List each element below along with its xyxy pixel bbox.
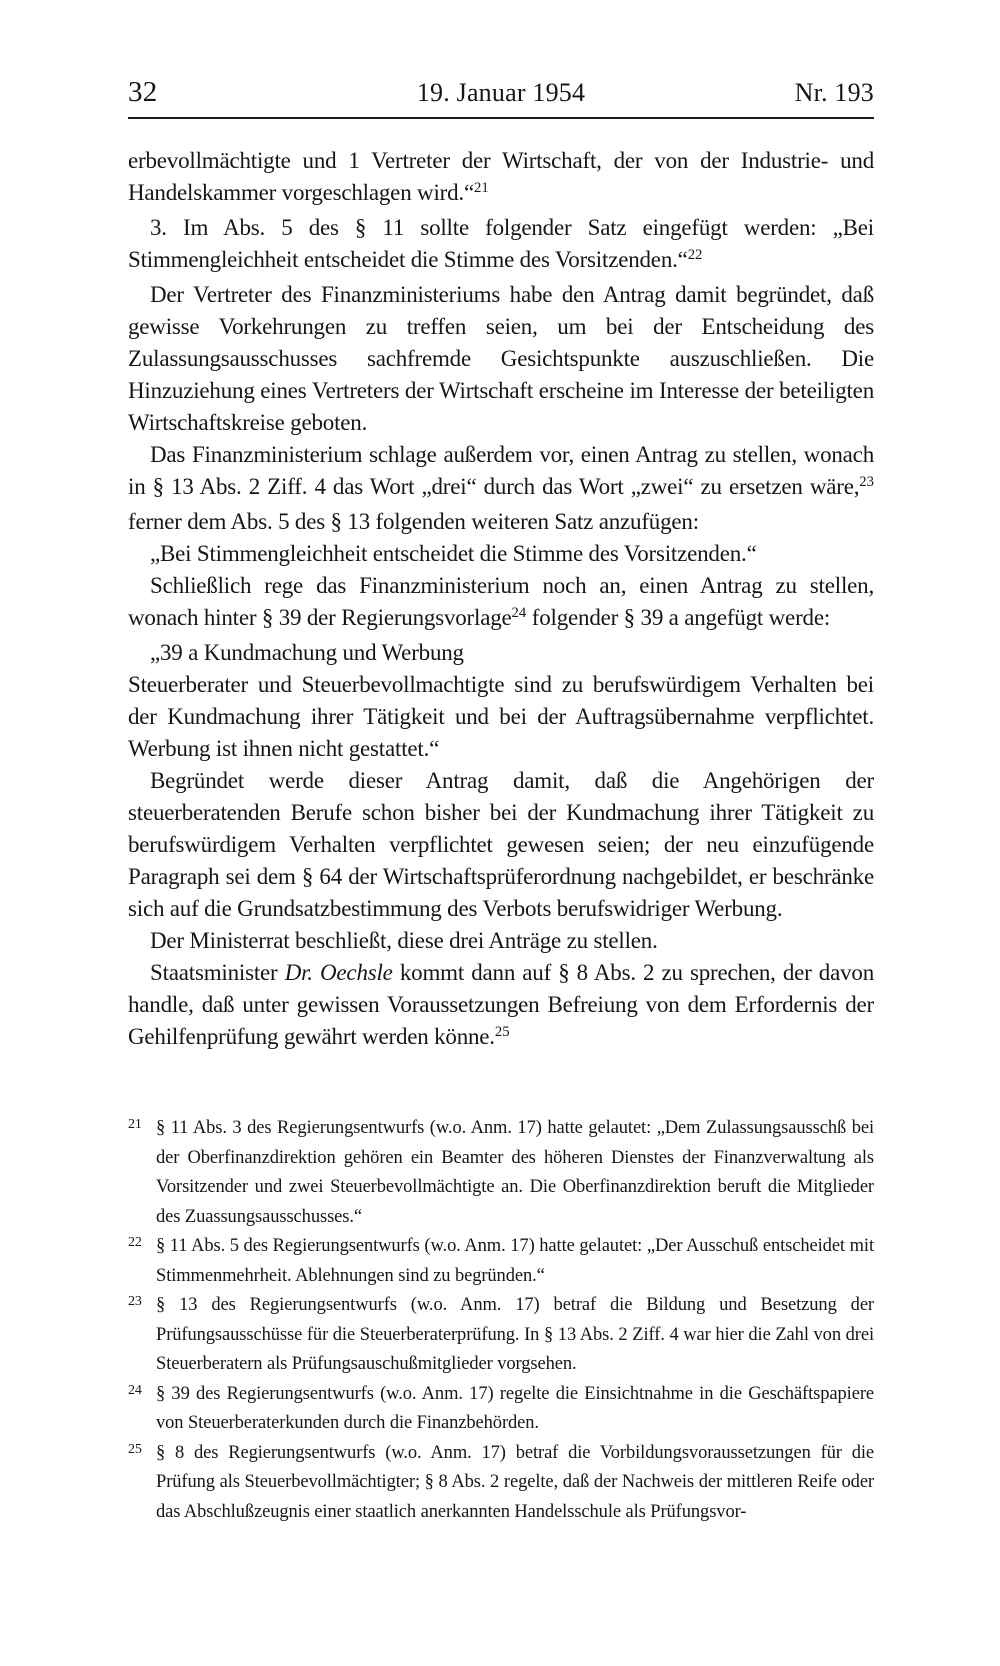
footnote-ref: 21 <box>473 179 489 196</box>
text-segment: Begründet werde dieser Antrag damit, daß die Angehörigen der steuerberatenden Berufe schon bisher bei der Kundmachung ihrer Tätigkeit zu berufswürdigem Verhalten verpflichtet gewesen seien; der neu einzufügende Paragraph sei dem § 64 der Wirtschaftsprüferordnung nachgebildet, er beschränke sich auf die Grundsatzbestimmung des Verbots berufswidriger Werbung. <box>128 768 874 921</box>
footnote-text: § 11 Abs. 5 des Regierungsentwurfs (w.o. Anm. 17) hatte gelautet: „Der Ausschuß entscheidet mit Stimmenmehrheit. Ablehnungen sind zu begründen.“ <box>156 1236 874 1286</box>
footnote-text: § 39 des Regierungsentwurfs (w.o. Anm. 17) regelte die Einsichtnahme in die Geschäftspapiere von Steuerberaterkunden durch die Finanzbehörden. <box>156 1383 874 1433</box>
text-segment: „Bei Stimmengleichheit entscheidet die Stimme des Vorsitzenden.“ <box>150 541 757 566</box>
person-name: Dr. Oechsle <box>284 960 393 985</box>
footnotes-section <box>128 1114 874 1527</box>
text-segment: 3. Im Abs. 5 des § 11 sollte folgender Satz eingefügt werden: „Bei Stimmengleichheit entscheidet die Stimme des Vorsitzenden.“ <box>128 215 874 272</box>
footnote-text: § 8 des Regierungsentwurfs (w.o. Anm. 17) betraf die Vorbildungsvoraussetzungen für die Prüfung als Steuerbevollmächtigter; § 8 Abs. 2 regelte, daß der Nachweis der mittleren Reife oder das Abschlußzeugnis einer staatlich anerkannten Handelsschule als Prüfungsvor- <box>156 1442 874 1522</box>
footnote-number: 23 <box>128 1294 142 1309</box>
header-date: 19. Januar 1954 <box>416 78 586 107</box>
text-segment: Steuerberater und Steuerbevollmachtigte sind zu berufswürdigem Verhalten bei der Kundmachung ihrer Tätigkeit und bei der Auftragsübernahme verpflichtet. Werbung ist ihnen nicht gestattet.“ <box>128 672 874 761</box>
footnote-item <box>128 1380 874 1439</box>
body-paragraph <box>128 957 874 1056</box>
text-segment: Staatsminister <box>150 960 285 985</box>
footnote-item <box>128 1114 874 1232</box>
footnote-item <box>128 1439 874 1528</box>
body-paragraph <box>128 212 874 279</box>
footnote-item <box>128 1291 874 1380</box>
body-paragraph <box>128 925 874 957</box>
body-paragraph <box>128 439 874 538</box>
body-paragraph <box>128 669 874 765</box>
body-paragraph <box>128 570 874 637</box>
footnote-number: 22 <box>128 1235 142 1250</box>
footnote-ref: 24 <box>511 604 527 621</box>
footnote-number: 24 <box>128 1382 142 1398</box>
text-segment: Der Ministerrat beschließt, diese drei Anträge zu stellen. <box>150 928 658 953</box>
body-paragraph <box>128 765 874 925</box>
text-segment: kommt dann auf § 8 Abs. 2 zu sprechen, der davon handle, daß unter gewissen Voraussetzungen Befreiung von dem Erfordernis der Gehilfenprüfung gewährt werden könne. <box>128 960 874 1049</box>
footnote-ref: 23 <box>859 473 874 490</box>
header-issue-number: Nr. 193 <box>794 78 875 107</box>
footnote-number: 21 <box>128 1117 142 1132</box>
page-header <box>128 76 874 109</box>
text-segment: folgender § 39 a angefügt werde: <box>526 605 831 630</box>
footnote-ref: 25 <box>494 1023 510 1040</box>
text-segment: erbevollmächtigte und 1 Vertreter der Wirtschaft, der von der Industrie- und Handelskammer vorgeschlagen wird.“ <box>128 148 874 205</box>
page-number: 32 <box>128 76 158 108</box>
body-paragraph <box>128 279 874 439</box>
footnote-ref: 22 <box>687 246 703 263</box>
header-rule <box>128 117 874 119</box>
text-segment: Der Vertreter des Finanzministeriums habe den Antrag damit begründet, daß gewisse Vorkehrungen zu treffen seien, um bei der Entscheidung des Zulassungsausschusses sachfremde Gesichtspunkte auszuschließen. Die Hinzuziehung eines Vertreters der Wirtschaft erscheine im Interesse der beteiligten Wirtschaftskreise geboten. <box>128 282 874 435</box>
text-segment: Schließlich rege das Finanzministerium noch an, einen Antrag zu stellen, wonach hinter § 39 der Regierungsvorlage <box>128 573 874 630</box>
text-segment: „39 a Kundmachung und Werbung <box>150 640 464 665</box>
body-paragraph <box>128 637 874 669</box>
text-segment: ferner dem Abs. 5 des § 13 folgenden weiteren Satz anzufügen: <box>128 509 699 534</box>
footnote-number: 25 <box>128 1441 142 1457</box>
footnote-text: § 13 des Regierungsentwurfs (w.o. Anm. 17) betraf die Bildung und Besetzung der Prüfungsausschüsse für die Steuerberaterprüfung. In § 13 Abs. 2 Ziff. 4 war hier die Zahl von drei Steuerberatern als Prüfungsauschußmitglieder vorgsehen. <box>156 1295 874 1374</box>
body-paragraph <box>128 538 874 570</box>
body-paragraph <box>128 145 874 212</box>
footnote-item <box>128 1232 874 1291</box>
document-body <box>128 145 874 1056</box>
footnote-text: § 11 Abs. 3 des Regierungsentwurfs (w.o. Anm. 17) hatte gelautet: „Dem Zulassungsausschß bei der Oberfinanzdirektion gehören ein Beamter des höheren Dienstes der Finanzverwaltung als Vorsitzender und zwei Steuerbevollmächtigte an. Die Oberfinanzdirektion beruft die Mitglieder des Zuassungsausschusses.“ <box>156 1118 874 1227</box>
text-segment: Das Finanzministerium schlage außerdem vor, einen Antrag zu stellen, wonach in § 13 Abs. 2 Ziff. 4 das Wort „drei“ durch das Wort „zwei“ zu ersetzen wäre, <box>128 442 874 499</box>
